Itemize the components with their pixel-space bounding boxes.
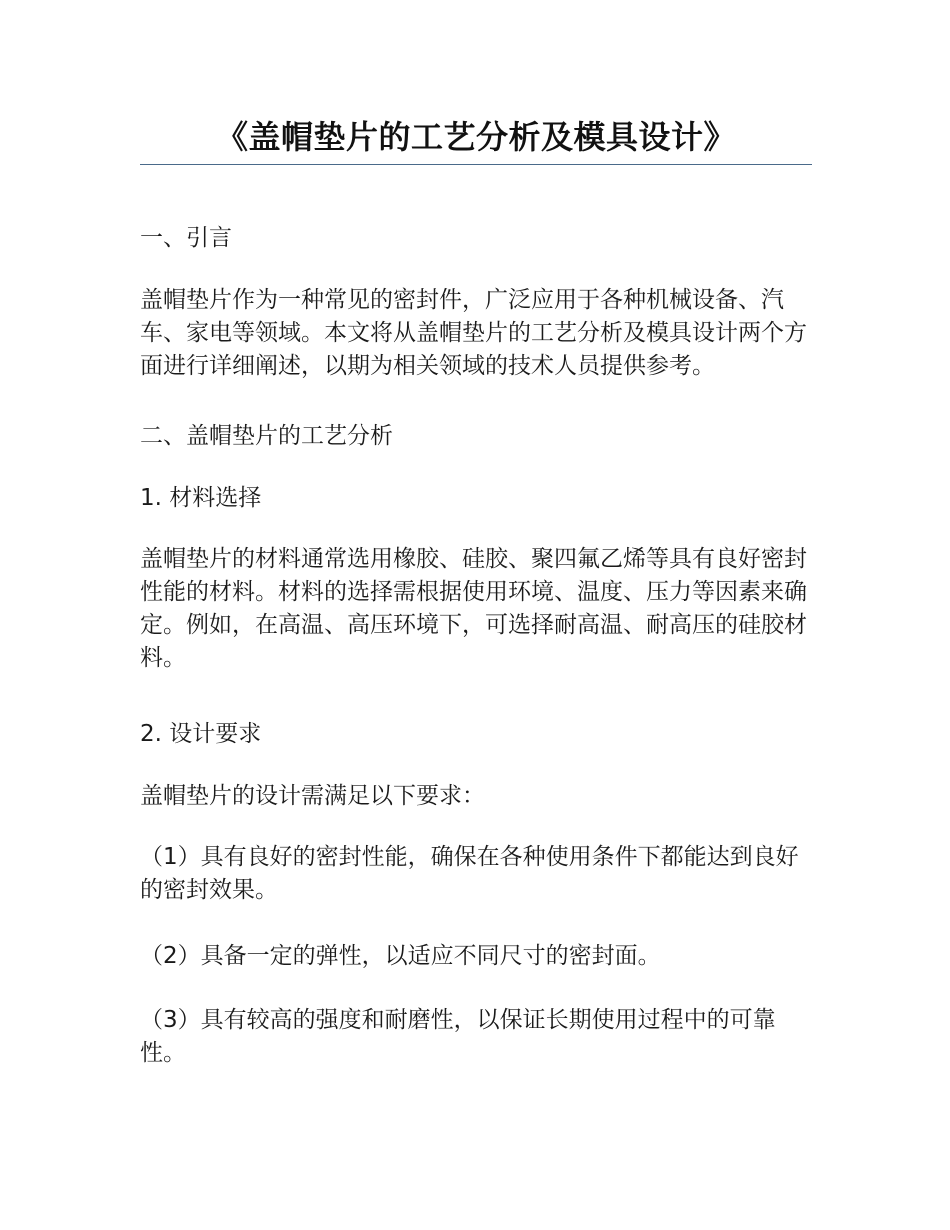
requirement-item-1: （1）具有良好的密封性能，确保在各种使用条件下都能达到良好的密封效果。 — [140, 844, 799, 903]
paragraph-design-intro: 盖帽垫片的设计需满足以下要求： — [140, 783, 485, 809]
subheading-material: 1. 材料选择 — [140, 485, 262, 511]
paragraph-material: 盖帽垫片的材料通常选用橡胶、硅胶、聚四氟乙烯等具有良好密封性能的材料。材料的选择需根据使用环境、温度、压力等因素来确定。例如，在高温、高压环境下，可选择耐高温、耐高压的硅胶材料。 — [140, 546, 807, 671]
requirement-item-3: （3）具有较高的强度和耐磨性，以保证长期使用过程中的可靠性。 — [140, 1007, 776, 1066]
document-title: 《盖帽垫片的工艺分析及模具设计》 — [215, 118, 736, 156]
section-heading-analysis: 二、盖帽垫片的工艺分析 — [140, 423, 393, 449]
section-heading-intro: 一、引言 — [140, 225, 232, 251]
title-underline — [140, 164, 812, 165]
document-page — [140, 0, 812, 1066]
paragraph-intro: 盖帽垫片作为一种常见的密封件，广泛应用于各种机械设备、汽车、家电等领域。本文将从盖帽垫片的工艺分析及模具设计两个方面进行详细阐述，以期为相关领域的技术人员提供参考。 — [140, 287, 807, 379]
requirement-item-2: （2）具备一定的弹性，以适应不同尺寸的密封面。 — [140, 943, 661, 969]
subheading-design: 2. 设计要求 — [140, 721, 262, 747]
